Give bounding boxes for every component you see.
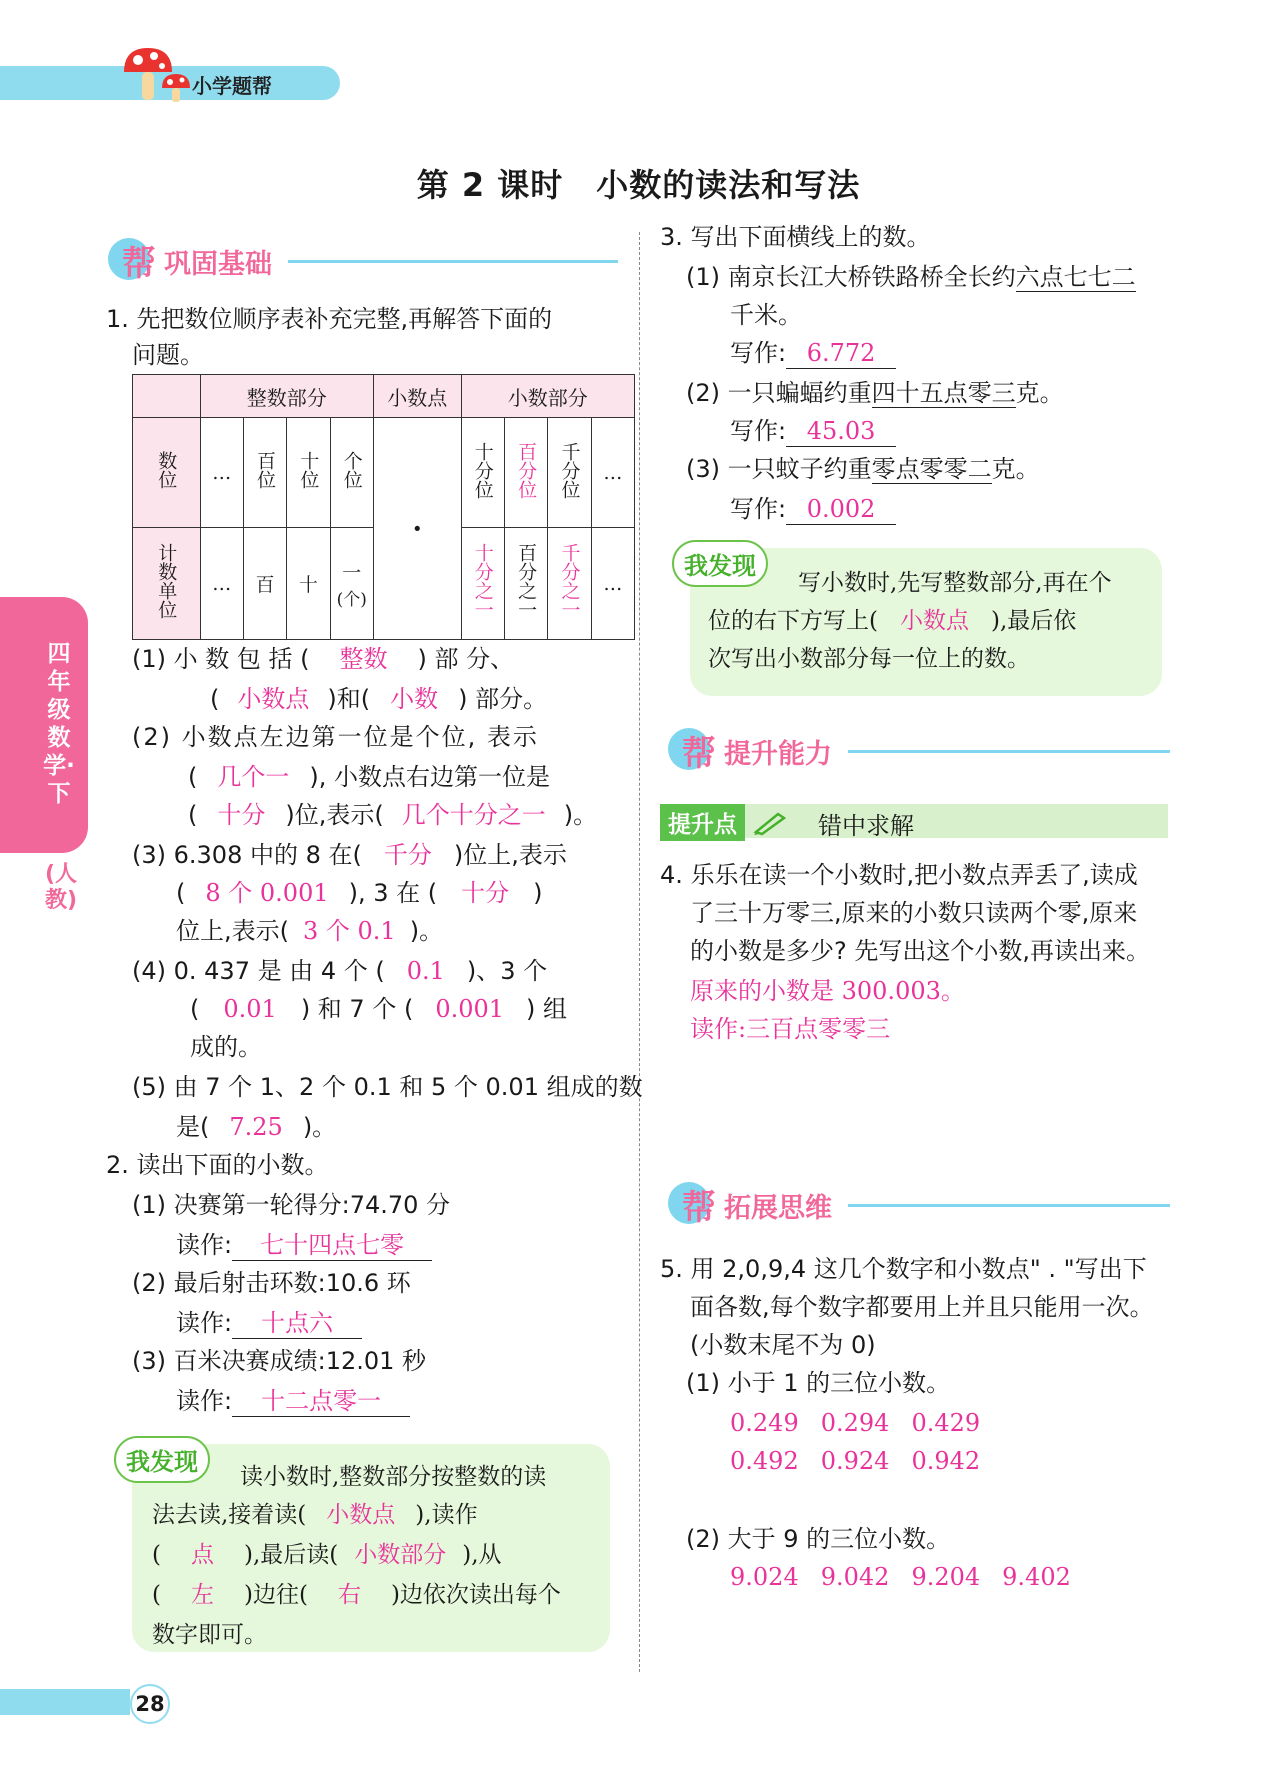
underlined-text: 六点七七二 xyxy=(1015,263,1136,291)
q1-s4-line3: 成的。 xyxy=(190,1033,262,1061)
text: (3) 一只蚊子约重 xyxy=(686,455,872,483)
brand-name: 小学题帮 xyxy=(192,74,272,98)
text: 位的右下方写上( xyxy=(708,608,878,634)
section-bang: 帮 xyxy=(122,244,156,284)
answer: 0.002 xyxy=(786,494,896,525)
section-header-consolidate xyxy=(108,236,618,286)
answer: 千分 xyxy=(383,841,432,869)
q5-line: 面各数,每个数字都要用上并且只能用一次。 xyxy=(690,1293,1154,1321)
q4-answer: 读作:三百点零零三 xyxy=(690,1015,891,1043)
q3-stem: 3. 写出下面横线上的数。 xyxy=(660,223,931,251)
q1-s2-line2 xyxy=(188,758,550,796)
q1-stem-cont: 问题。 xyxy=(132,341,204,369)
text: ) 部 分、 xyxy=(417,645,515,673)
answer: 0.249 xyxy=(730,1409,799,1437)
table-cell: 十 xyxy=(287,528,330,640)
pencil-icon xyxy=(752,808,788,836)
discovery-badge: 我发现 xyxy=(672,540,768,587)
q5-answers-row xyxy=(730,1558,1071,1596)
answer: 0.294 xyxy=(820,1409,890,1437)
text: )边往( xyxy=(243,1582,308,1608)
answer: 7.25 xyxy=(229,1113,283,1141)
table-cell: 百分之一 xyxy=(515,543,538,619)
answer: 左 xyxy=(190,1582,214,1608)
q1-s4-line2 xyxy=(190,990,567,1028)
q1-s3-line1 xyxy=(132,836,567,874)
discovery-line xyxy=(152,1496,478,1535)
text: ( xyxy=(152,1542,161,1568)
table-point-cell xyxy=(373,418,461,640)
answer: 几个一 xyxy=(217,763,290,791)
answer: 0.01 xyxy=(223,995,277,1023)
text: ),最后依 xyxy=(990,608,1077,634)
text: 写作: xyxy=(730,417,787,445)
row-label-unit: 计数单位 xyxy=(155,543,178,619)
q2-item: (2) 最后射击环数:10.6 环 xyxy=(132,1269,411,1297)
side-tab-edition: (人教) xyxy=(44,862,78,913)
q2-stem: 2. 读出下面的小数。 xyxy=(106,1151,329,1179)
text: )和( xyxy=(327,685,371,713)
answer: 0.942 xyxy=(911,1447,981,1475)
answer: 十分 xyxy=(461,879,510,907)
text: )。 xyxy=(563,801,598,829)
text: 读作: xyxy=(176,1231,233,1259)
text: 位上,表示( xyxy=(176,917,289,945)
q1-s4-line1 xyxy=(132,952,547,990)
table-cell: 十位 xyxy=(297,451,320,489)
q3-answer-row xyxy=(730,490,896,528)
discovery-badge: 我发现 xyxy=(114,1436,210,1483)
table-cell: … xyxy=(591,418,634,528)
side-tab-grade: 四年级数学·下 xyxy=(43,641,75,807)
section-title: 巩固基础 xyxy=(164,249,272,280)
text: ( xyxy=(210,685,220,713)
discovery-line: 次写出小数部分每一位上的数。 xyxy=(708,646,1030,672)
q3-item-3 xyxy=(686,450,1040,488)
q1-s3-line3 xyxy=(176,912,443,950)
table-cell: (个) xyxy=(336,589,367,610)
q5-sub-1: (1) 小于 1 的三位小数。 xyxy=(686,1369,951,1397)
section-rule xyxy=(288,260,618,263)
q5-answers-row xyxy=(730,1404,980,1442)
text: (2) 一只蝙蝠约重 xyxy=(686,379,872,407)
answer: 3 个 0.1 xyxy=(303,917,396,945)
q2-answer-row xyxy=(176,1382,410,1420)
q4-line: 了三十万零三,原来的小数只读两个零,原来 xyxy=(690,899,1138,927)
section-title: 提升能力 xyxy=(724,739,832,770)
text: ) 部分。 xyxy=(458,685,548,713)
q5-line: (小数末尾不为 0) xyxy=(690,1331,876,1359)
text: ),从 xyxy=(462,1542,502,1568)
section-bang: 帮 xyxy=(682,734,716,774)
q3-item-1 xyxy=(686,258,1136,296)
table-cell: 一 xyxy=(342,561,362,584)
q3-answer-row xyxy=(730,412,896,450)
text: 写作: xyxy=(730,495,787,523)
q1-s5-line1: (5) 由 7 个 1、2 个 0.1 和 5 个 0.01 组成的数 xyxy=(132,1073,643,1101)
header-decimal-part: 小数部分 xyxy=(461,375,634,418)
text: )边依次读出每个 xyxy=(390,1582,561,1608)
answer: 6.772 xyxy=(786,338,896,369)
answer: 9.042 xyxy=(820,1563,890,1591)
section-rule xyxy=(848,1204,1170,1207)
q1-s2-line3 xyxy=(188,796,597,834)
answer: 9.402 xyxy=(1002,1563,1071,1591)
text: )位,表示( xyxy=(285,801,384,829)
section-rule xyxy=(848,750,1170,753)
tisheng-label: 提升点 xyxy=(660,804,745,841)
table-cell: … xyxy=(200,418,243,528)
text: )、3 个 xyxy=(466,957,548,985)
page-number: 28 xyxy=(130,1684,170,1724)
answer: 十点六 xyxy=(232,1308,362,1339)
footer-band xyxy=(0,1689,130,1715)
page-title: 第 2 课时 小数的读法和写法 xyxy=(416,166,861,204)
text: ),读作 xyxy=(415,1502,478,1528)
text: )。 xyxy=(302,1113,337,1141)
header-integer-part: 整数部分 xyxy=(200,375,373,418)
q5-line: 5. 用 2,0,9,4 这几个数字和小数点" . "写出下 xyxy=(660,1255,1147,1283)
text: ) 和 7 个 ( xyxy=(300,995,414,1023)
q1-s1-line1 xyxy=(132,640,514,678)
q1-stem: 1. 先把数位顺序表补充完整,再解答下面的 xyxy=(106,305,553,333)
section-bang: 帮 xyxy=(682,1188,716,1228)
decimal-point-dot: · xyxy=(412,512,423,545)
answer: 8 个 0.001 xyxy=(205,879,329,907)
section-header-improve xyxy=(668,726,1170,776)
text: ( xyxy=(152,1582,161,1608)
answer: 45.03 xyxy=(786,416,896,447)
q1-s3-line2 xyxy=(176,874,543,912)
q5-sub-2: (2) 大于 9 的三位小数。 xyxy=(686,1525,951,1553)
q3-item-1-cont: 千米。 xyxy=(730,301,802,329)
text: (3) 6.308 中的 8 在( xyxy=(132,841,362,869)
discovery-line xyxy=(152,1536,502,1575)
text: ( xyxy=(176,879,186,907)
answer: 几个十分之一 xyxy=(401,801,546,829)
answer: 整数 xyxy=(339,645,388,673)
text: ), 小数点右边第一位是 xyxy=(309,763,550,791)
answer: 点 xyxy=(190,1542,214,1568)
text: ), 3 在 ( xyxy=(348,879,438,907)
q5-answers-row xyxy=(730,1442,980,1480)
text: (1) 小 数 包 括 ( xyxy=(132,645,310,673)
table-cell-ones xyxy=(330,528,373,640)
place-value-table xyxy=(132,374,635,640)
answer: 七十四点七零 xyxy=(232,1230,432,1261)
table-cell: 个位 xyxy=(340,451,363,489)
text: ( xyxy=(188,801,198,829)
table-cell: … xyxy=(200,528,243,640)
answer: 小数点 xyxy=(237,685,310,713)
text: (1) 南京长江大桥铁路桥全长约 xyxy=(686,263,1016,291)
q1-s5-line2 xyxy=(176,1108,336,1146)
answer: 0.492 xyxy=(730,1447,799,1475)
text: 写作: xyxy=(730,339,787,367)
table-answer-cell: 百分位 xyxy=(515,441,538,499)
tisheng-text: 错中求解 xyxy=(818,812,914,840)
text: 读作: xyxy=(176,1309,233,1337)
underlined-text: 四十五点零三 xyxy=(871,379,1016,407)
section-header-expand xyxy=(668,1180,1170,1230)
q2-answer-row xyxy=(176,1226,432,1264)
q2-answer-row xyxy=(176,1304,362,1342)
section-title: 拓展思维 xyxy=(724,1193,832,1224)
q4-line: 4. 乐乐在读一个小数时,把小数点弄丢了,读成 xyxy=(660,861,1138,889)
table-cell: 百位 xyxy=(254,451,277,489)
answer: 0.1 xyxy=(406,957,445,985)
text: )位上,表示 xyxy=(453,841,567,869)
text: (4) 0. 437 是 由 4 个 ( xyxy=(132,957,385,985)
text: ) xyxy=(533,879,543,907)
discovery-line: 写小数时,先写整数部分,再在个 xyxy=(798,570,1112,596)
text: ),最后读( xyxy=(243,1542,339,1568)
answer: 9.204 xyxy=(911,1563,981,1591)
table-cell: … xyxy=(591,528,634,640)
text: 克。 xyxy=(1015,379,1064,407)
q1-s2-line1: (2) 小数点左边第一位是个位, 表示 xyxy=(132,723,539,751)
answer: 十二点零一 xyxy=(232,1386,410,1417)
table-cell: 十分位 xyxy=(471,441,494,499)
text: 是( xyxy=(176,1113,210,1141)
q3-answer-row xyxy=(730,334,896,372)
text: 读作: xyxy=(176,1387,233,1415)
discovery-line xyxy=(152,1576,561,1615)
table-cell: 百 xyxy=(243,528,286,640)
text: ( xyxy=(188,763,198,791)
answer: 0.001 xyxy=(435,995,505,1023)
table-answer-cell: 十分之一 xyxy=(471,543,494,619)
q1-s1-line2 xyxy=(210,680,547,718)
answer: 十分 xyxy=(217,801,266,829)
q4-line: 的小数是多少? 先写出这个小数,再读出来。 xyxy=(690,937,1150,965)
q2-item: (3) 百米决赛成绩:12.01 秒 xyxy=(132,1347,427,1375)
answer: 0.429 xyxy=(911,1409,981,1437)
underlined-text: 零点零零二 xyxy=(871,455,992,483)
discovery-line: 数字即可。 xyxy=(152,1622,267,1648)
text: )。 xyxy=(409,917,444,945)
answer: 小数点 xyxy=(326,1502,396,1528)
discovery-line xyxy=(708,602,1076,641)
answer: 9.024 xyxy=(730,1563,799,1591)
text: ( xyxy=(190,995,200,1023)
mushroom-logo xyxy=(118,42,198,106)
answer: 0.924 xyxy=(820,1447,890,1475)
answer: 小数部分 xyxy=(354,1542,447,1568)
row-label-place: 数位 xyxy=(155,451,178,489)
answer: 小数点 xyxy=(899,608,969,634)
answer: 右 xyxy=(337,1582,361,1608)
q2-item: (1) 决赛第一轮得分:74.70 分 xyxy=(132,1191,451,1219)
q3-item-2 xyxy=(686,374,1064,412)
table-answer-cell: 千分之一 xyxy=(558,543,581,619)
q4-answer: 原来的小数是 300.003。 xyxy=(690,977,965,1005)
answer: 小数 xyxy=(390,685,439,713)
discovery-line: 读小数时,整数部分按整数的读 xyxy=(240,1464,547,1490)
text: 法去读,接着读( xyxy=(152,1502,307,1528)
header-decimal-point: 小数点 xyxy=(373,375,461,418)
column-divider xyxy=(639,232,640,1672)
text: 克。 xyxy=(991,455,1040,483)
table-cell: 千分位 xyxy=(558,441,581,499)
text: ) 组 xyxy=(526,995,568,1023)
